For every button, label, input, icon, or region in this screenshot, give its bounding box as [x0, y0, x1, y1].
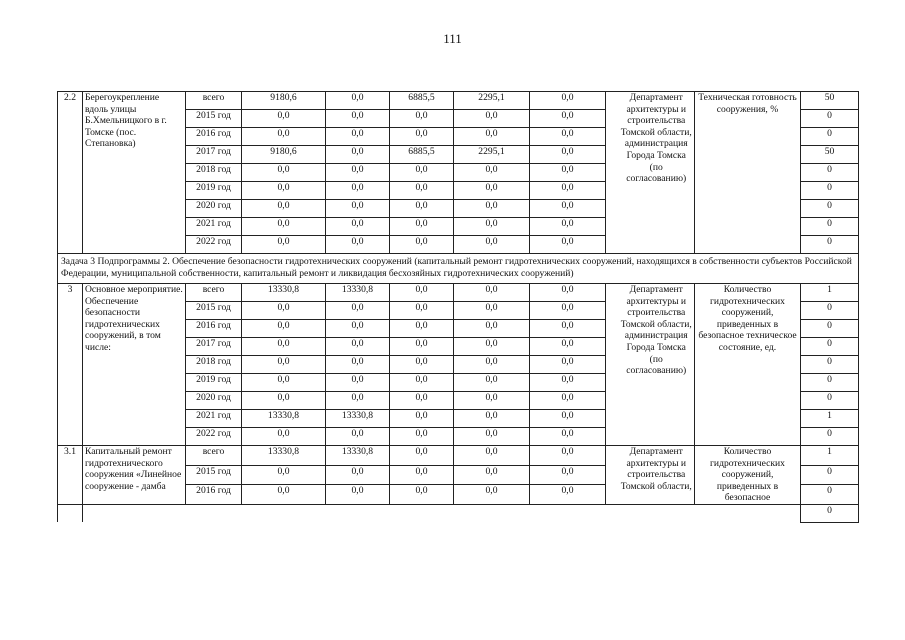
amount-cell: 9180,6: [242, 146, 326, 164]
year-cell: 2016 год: [186, 320, 242, 338]
amount-cell: 0,0: [242, 164, 326, 182]
amount-cell: 0,0: [530, 446, 606, 466]
amount-cell: 0,0: [390, 356, 454, 374]
year-cell: 2019 год: [186, 374, 242, 392]
amount-cell: 9180,6: [242, 92, 326, 110]
amount-cell: 0,0: [454, 338, 530, 356]
amount-cell: 0,0: [326, 236, 390, 254]
amount-cell: 0,0: [454, 284, 530, 302]
amount-cell: 0,0: [454, 182, 530, 200]
amount-cell: 0,0: [242, 218, 326, 236]
amount-cell: 0,0: [242, 428, 326, 446]
amount-cell: 0,0: [530, 356, 606, 374]
amount-cell: 0,0: [530, 110, 606, 128]
amount-cell: 0,0: [326, 218, 390, 236]
amount-cell: 0,0: [530, 320, 606, 338]
year-cell: 2018 год: [186, 164, 242, 182]
empty-cell: [242, 504, 326, 522]
amount-cell: 13330,8: [326, 410, 390, 428]
amount-cell: 13330,8: [326, 284, 390, 302]
amount-cell: 0,0: [326, 164, 390, 182]
year-cell: 2021 год: [186, 410, 242, 428]
year-cell: 2021 год: [186, 218, 242, 236]
amount-cell: 0,0: [390, 302, 454, 320]
amount-cell: 0,0: [454, 128, 530, 146]
amount-cell: 0,0: [242, 485, 326, 505]
spacer-cell: [606, 284, 619, 446]
amount-cell: 13330,8: [242, 284, 326, 302]
amount-cell: 0,0: [530, 146, 606, 164]
amount-cell: 0,0: [454, 428, 530, 446]
indicator-value: 0: [801, 182, 859, 200]
amount-cell: 0,0: [242, 302, 326, 320]
indicator-value: 0: [801, 218, 859, 236]
empty-cell: [83, 504, 186, 522]
amount-cell: 0,0: [242, 338, 326, 356]
table-row: [58, 446, 859, 466]
amount-cell: 0,0: [326, 392, 390, 410]
amount-cell: 0,0: [530, 465, 606, 485]
year-cell: 2022 год: [186, 236, 242, 254]
amount-cell: 0,0: [242, 465, 326, 485]
year-cell: 2022 год: [186, 428, 242, 446]
indicator-value: 0: [801, 302, 859, 320]
amount-cell: 0,0: [530, 428, 606, 446]
year-cell: 2020 год: [186, 200, 242, 218]
empty-cell: [186, 504, 242, 522]
amount-cell: 0,0: [390, 218, 454, 236]
amount-cell: 0,0: [454, 302, 530, 320]
amount-cell: 0,0: [326, 338, 390, 356]
task-row: [58, 254, 859, 284]
amount-cell: 0,0: [454, 374, 530, 392]
indicator-value: 0: [801, 128, 859, 146]
amount-cell: 0,0: [390, 164, 454, 182]
year-cell: 2020 год: [186, 392, 242, 410]
year-cell: всего: [186, 284, 242, 302]
amount-cell: 0,0: [326, 302, 390, 320]
amount-cell: 0,0: [454, 410, 530, 428]
indicator-cell: Количество гидротехнических сооружений, приведенных в безопасное: [695, 446, 801, 505]
amount-cell: 0,0: [454, 110, 530, 128]
budget-table: [57, 91, 859, 523]
amount-cell: 0,0: [454, 320, 530, 338]
indicator-value: 1: [801, 284, 859, 302]
year-cell: 2015 год: [186, 110, 242, 128]
amount-cell: 0,0: [390, 338, 454, 356]
row-number: 3.1: [58, 446, 83, 505]
amount-cell: 0,0: [530, 392, 606, 410]
amount-cell: 0,0: [326, 146, 390, 164]
amount-cell: 13330,8: [242, 446, 326, 466]
indicator-value: 0: [801, 164, 859, 182]
amount-cell: 0,0: [242, 128, 326, 146]
executor-cell: Департамент архитектуры и строительства Томской области,: [619, 446, 695, 505]
amount-cell: 0,0: [326, 200, 390, 218]
amount-cell: 0,0: [530, 374, 606, 392]
empty-cell: [326, 504, 390, 522]
amount-cell: 0,0: [326, 428, 390, 446]
amount-cell: 0,0: [390, 200, 454, 218]
amount-cell: 0,0: [454, 446, 530, 466]
indicator-value: 0: [801, 200, 859, 218]
amount-cell: 0,0: [530, 92, 606, 110]
amount-cell: 2295,1: [454, 146, 530, 164]
amount-cell: 0,0: [242, 236, 326, 254]
amount-cell: 0,0: [390, 465, 454, 485]
amount-cell: 0,0: [530, 284, 606, 302]
amount-cell: 0,0: [326, 182, 390, 200]
amount-cell: 0,0: [390, 485, 454, 505]
amount-cell: 0,0: [326, 485, 390, 505]
amount-cell: 0,0: [390, 392, 454, 410]
indicator-value: 1: [801, 410, 859, 428]
empty-cell: [58, 504, 83, 522]
indicator-value: 0: [801, 110, 859, 128]
amount-cell: 0,0: [326, 320, 390, 338]
amount-cell: 0,0: [530, 182, 606, 200]
indicator-value: 0: [801, 392, 859, 410]
amount-cell: 0,0: [326, 374, 390, 392]
amount-cell: 0,0: [530, 128, 606, 146]
amount-cell: 6885,5: [390, 92, 454, 110]
amount-cell: 6885,5: [390, 146, 454, 164]
amount-cell: 0,0: [390, 128, 454, 146]
indicator-value: 0: [801, 465, 859, 485]
executor-cell: Департамент архитектуры и строительства Томской области, администрация Города Томска (по согласованию): [619, 92, 695, 254]
amount-cell: 0,0: [326, 465, 390, 485]
spacer-cell: [606, 92, 619, 254]
amount-cell: 0,0: [454, 236, 530, 254]
amount-cell: 0,0: [242, 392, 326, 410]
amount-cell: 2295,1: [454, 92, 530, 110]
amount-cell: 0,0: [390, 320, 454, 338]
row-number: 3: [58, 284, 83, 446]
measure-name: Берегоукрепление вдоль улицы Б.Хмельницкого в г. Томске (пос. Степановка): [83, 92, 186, 254]
amount-cell: 0,0: [390, 428, 454, 446]
indicator-value: 50: [801, 92, 859, 110]
amount-cell: 0,0: [530, 218, 606, 236]
amount-cell: 0,0: [530, 200, 606, 218]
year-cell: всего: [186, 446, 242, 466]
amount-cell: 0,0: [242, 200, 326, 218]
year-cell: 2017 год: [186, 338, 242, 356]
amount-cell: 0,0: [326, 92, 390, 110]
indicator-value: 0: [801, 374, 859, 392]
amount-cell: 0,0: [326, 356, 390, 374]
empty-cell: [695, 504, 801, 522]
amount-cell: 0,0: [454, 485, 530, 505]
amount-cell: 0,0: [242, 110, 326, 128]
row-number: 2.2: [58, 92, 83, 254]
empty-cell: [390, 504, 454, 522]
indicator-value: 0: [801, 356, 859, 374]
amount-cell: 0,0: [390, 446, 454, 466]
amount-cell: 0,0: [530, 302, 606, 320]
amount-cell: 0,0: [454, 392, 530, 410]
page-number: 111: [443, 31, 462, 46]
amount-cell: 0,0: [454, 465, 530, 485]
year-cell: 2016 год: [186, 485, 242, 505]
task-heading: Задача 3 Подпрограммы 2. Обеспечение безопасности гидротехнических сооружений (капитальный ремонт гидротехнических сооружений, находящихся в собственности субъектов Российской Федерации, муниципальной собственности, капитальный ремонт и ликвидация бесхозяйных гидротехнических сооружений): [58, 254, 859, 284]
amount-cell: 0,0: [454, 200, 530, 218]
indicator-value: 0: [801, 504, 859, 522]
spacer-cell: [606, 446, 619, 505]
amount-cell: 0,0: [390, 182, 454, 200]
empty-cell: [619, 504, 695, 522]
year-cell: 2018 год: [186, 356, 242, 374]
amount-cell: 0,0: [242, 374, 326, 392]
amount-cell: 0,0: [326, 110, 390, 128]
indicator-value: 0: [801, 485, 859, 505]
amount-cell: 0,0: [326, 128, 390, 146]
amount-cell: 0,0: [390, 410, 454, 428]
measure-name: Основное мероприятие. Обеспечение безопасности гидротехнических сооружений, в том числе:: [83, 284, 186, 446]
empty-cell: [606, 504, 619, 522]
table-row: [58, 92, 859, 110]
amount-cell: 0,0: [242, 356, 326, 374]
amount-cell: 0,0: [530, 410, 606, 428]
amount-cell: 0,0: [242, 182, 326, 200]
indicator-value: 1: [801, 446, 859, 466]
indicator-cell: Техническая готовность сооружения, %: [695, 92, 801, 254]
indicator-value: 0: [801, 338, 859, 356]
empty-cell: [530, 504, 606, 522]
year-cell: 2015 год: [186, 465, 242, 485]
amount-cell: 0,0: [454, 164, 530, 182]
year-cell: 2019 год: [186, 182, 242, 200]
amount-cell: 0,0: [454, 356, 530, 374]
amount-cell: 0,0: [390, 236, 454, 254]
amount-cell: 0,0: [390, 284, 454, 302]
indicator-value: 0: [801, 428, 859, 446]
executor-cell: Департамент архитектуры и строительства Томской области, администрация Города Томска (по согласованию): [619, 284, 695, 446]
year-cell: всего: [186, 92, 242, 110]
table-row: [58, 504, 859, 522]
indicator-value: 0: [801, 320, 859, 338]
indicator-cell: Количество гидротехнических сооружений, приведенных в безопасное техническое состояние, ед.: [695, 284, 801, 446]
empty-cell: [454, 504, 530, 522]
amount-cell: 13330,8: [326, 446, 390, 466]
amount-cell: 0,0: [530, 485, 606, 505]
amount-cell: 0,0: [390, 374, 454, 392]
amount-cell: 0,0: [530, 338, 606, 356]
indicator-value: 50: [801, 146, 859, 164]
amount-cell: 0,0: [390, 110, 454, 128]
indicator-value: 0: [801, 236, 859, 254]
measure-name: Капитальный ремонт гидротехнического сооружения «Линейное сооружение - дамба: [83, 446, 186, 505]
amount-cell: 0,0: [530, 236, 606, 254]
amount-cell: 0,0: [242, 320, 326, 338]
table-row: [58, 284, 859, 302]
amount-cell: 0,0: [530, 164, 606, 182]
year-cell: 2017 год: [186, 146, 242, 164]
amount-cell: 0,0: [454, 218, 530, 236]
year-cell: 2016 год: [186, 128, 242, 146]
amount-cell: 13330,8: [242, 410, 326, 428]
year-cell: 2015 год: [186, 302, 242, 320]
